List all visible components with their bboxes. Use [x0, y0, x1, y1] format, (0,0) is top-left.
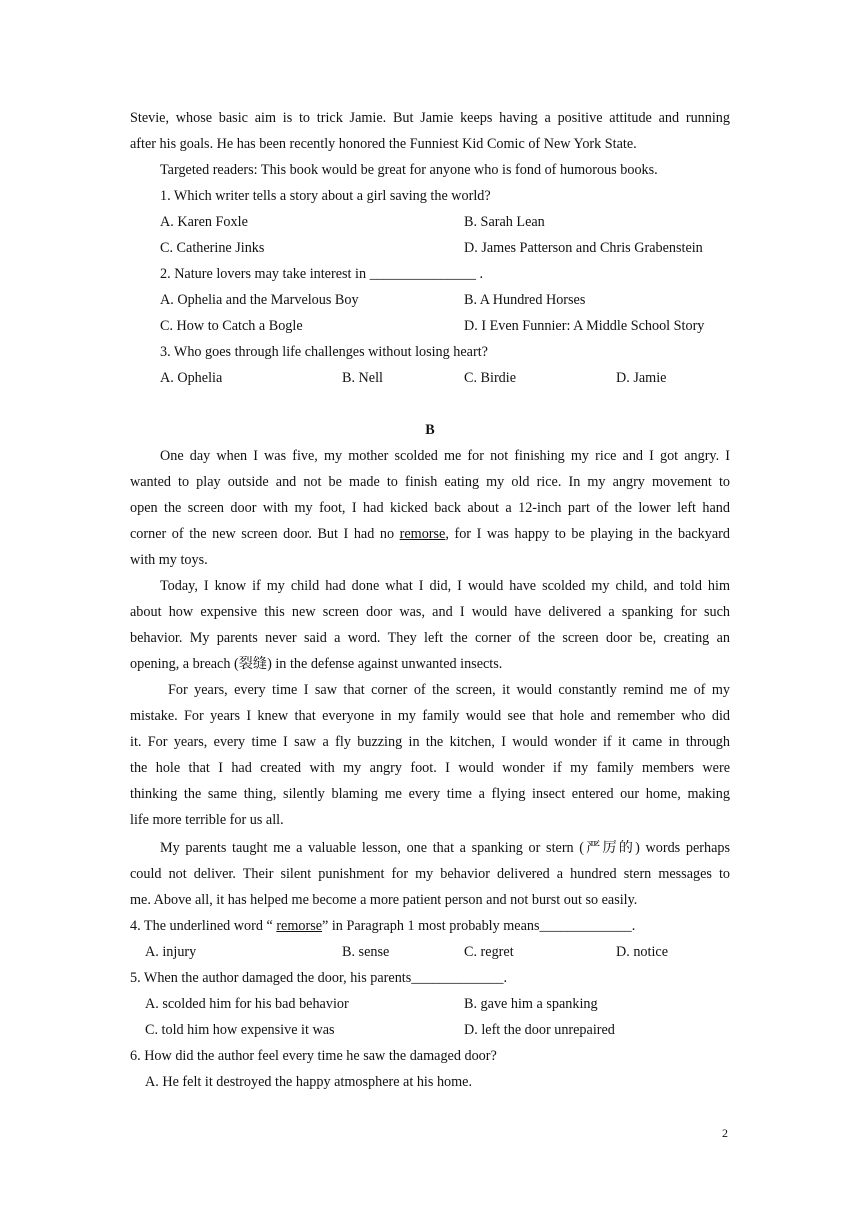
- p3-line-5: thinking the same thing, silently blaming me every time a flying insect entered our home, making: [130, 786, 730, 802]
- p1-line-2: wanted to play outside and not be made to finish eating my old rice. In my angry movement to: [130, 474, 730, 490]
- q4-option-b[interactable]: B. sense: [342, 944, 390, 960]
- q1-option-a[interactable]: A. Karen Foxle: [160, 214, 248, 230]
- q3-option-a[interactable]: A. Ophelia: [160, 370, 223, 386]
- p3-line-4: the hole that I had created with my angry foot. I would wonder if my family members were: [130, 760, 730, 776]
- q5-option-a[interactable]: A. scolded him for his bad behavior: [145, 996, 349, 1012]
- section-b-heading: B: [425, 422, 435, 438]
- q4-stem-b: ” in Paragraph 1 most probably means_____________.: [322, 918, 636, 934]
- p3-line-2: mistake. For years I knew that everyone in my family would see that hole and remember who did: [130, 708, 730, 724]
- p1-line-5: with my toys.: [130, 552, 208, 568]
- p4-line-3: me. Above all, it has helped me become a more patient person and not burst out so easily.: [130, 892, 638, 908]
- q5-option-d[interactable]: D. left the door unrepaired: [464, 1022, 615, 1038]
- q3-option-b[interactable]: B. Nell: [342, 370, 383, 386]
- page-number: 2: [722, 1126, 728, 1140]
- q1-option-b[interactable]: B. Sarah Lean: [464, 214, 545, 230]
- intro-paragraph: [130, 105, 730, 183]
- p2-line-3: behavior. My parents never said a word. They left the corner of the screen door be, creating an: [130, 630, 730, 646]
- q4-option-d[interactable]: D. notice: [616, 944, 669, 960]
- p1-line-4a: corner of the new screen door. But I had no: [130, 526, 400, 542]
- q3-stem: 3. Who goes through life challenges without losing heart?: [160, 344, 488, 360]
- q1-stem: 1. Which writer tells a story about a girl saving the world?: [160, 188, 491, 204]
- q1-option-d[interactable]: D. James Patterson and Chris Grabenstein: [464, 240, 703, 256]
- underlined-word-remorse: remorse: [399, 526, 446, 542]
- q4-option-c[interactable]: C. regret: [464, 944, 514, 960]
- p4-line-1: My parents taught me a valuable lesson, one that a spanking or stern (严厉的) words perhaps: [160, 840, 730, 856]
- q4-option-a[interactable]: A. injury: [145, 944, 197, 960]
- passage-paragraph-1: [130, 443, 730, 573]
- q2-option-c[interactable]: C. How to Catch a Bogle: [160, 318, 303, 334]
- p3-line-1: For years, every time I saw that corner of the screen, it would constantly remind me of my: [168, 682, 730, 698]
- passage-paragraph-3: [130, 677, 730, 833]
- passage-paragraph-2: [130, 573, 730, 677]
- q4-stem-a: 4. The underlined word “: [130, 918, 277, 934]
- q2-option-d[interactable]: D. I Even Funnier: A Middle School Story: [464, 318, 705, 334]
- q3-option-d[interactable]: D. Jamie: [616, 370, 667, 386]
- p3-line-3: it. For years, every time I saw a fly buzzing in the kitchen, I would wonder if it came in through: [130, 734, 730, 750]
- q2-option-a[interactable]: A. Ophelia and the Marvelous Boy: [160, 292, 359, 308]
- q6-stem: 6. How did the author feel every time he saw the damaged door?: [130, 1048, 497, 1064]
- q4-stem: [130, 913, 635, 939]
- q4-underlined-word: remorse: [276, 918, 323, 934]
- p1-line-1: One day when I was five, my mother scolded me for not finishing my rice and I got angry. I: [160, 448, 730, 464]
- p1-line-4b: , for I was happy to be playing in the backyard: [445, 526, 730, 542]
- q2-stem: 2. Nature lovers may take interest in _______________ .: [160, 266, 484, 282]
- q6-option-a[interactable]: A. He felt it destroyed the happy atmosphere at his home.: [145, 1074, 473, 1090]
- q5-option-c[interactable]: C. told him how expensive it was: [145, 1022, 335, 1038]
- p3-line-6: life more terrible for us all.: [130, 812, 284, 828]
- q5-stem: 5. When the author damaged the door, his parents_____________.: [130, 970, 508, 986]
- q2-option-b[interactable]: B. A Hundred Horses: [464, 292, 586, 308]
- passage-paragraph-4: [130, 835, 730, 913]
- intro-line-1: Stevie, whose basic aim is to trick Jamie. But Jamie keeps having a positive attitude and running: [130, 110, 730, 126]
- q1-option-c[interactable]: C. Catherine Jinks: [160, 240, 265, 256]
- q5-option-b[interactable]: B. gave him a spanking: [464, 996, 598, 1012]
- p2-line-2: about how expensive this new screen door was, and I would have delivered a spanking for such: [130, 604, 730, 620]
- p2-line-4: opening, a breach (裂缝) in the defense against unwanted insects.: [130, 656, 503, 672]
- p1-line-4: [130, 521, 730, 547]
- p1-line-3: open the screen door with my foot, I had kicked back about a 12-inch part of the lower left hand: [130, 500, 730, 516]
- p4-line-2: could not deliver. Their silent punishment for my behavior delivered a hundred stern messages to: [130, 866, 730, 882]
- p2-line-1: Today, I know if my child had done what I did, I would have scolded my child, and told him: [160, 578, 730, 594]
- targeted-readers: Targeted readers: This book would be great for anyone who is fond of humorous books.: [160, 162, 658, 178]
- intro-line-2: after his goals. He has been recently honored the Funniest Kid Comic of New York State.: [130, 136, 637, 152]
- q3-option-c[interactable]: C. Birdie: [464, 370, 517, 386]
